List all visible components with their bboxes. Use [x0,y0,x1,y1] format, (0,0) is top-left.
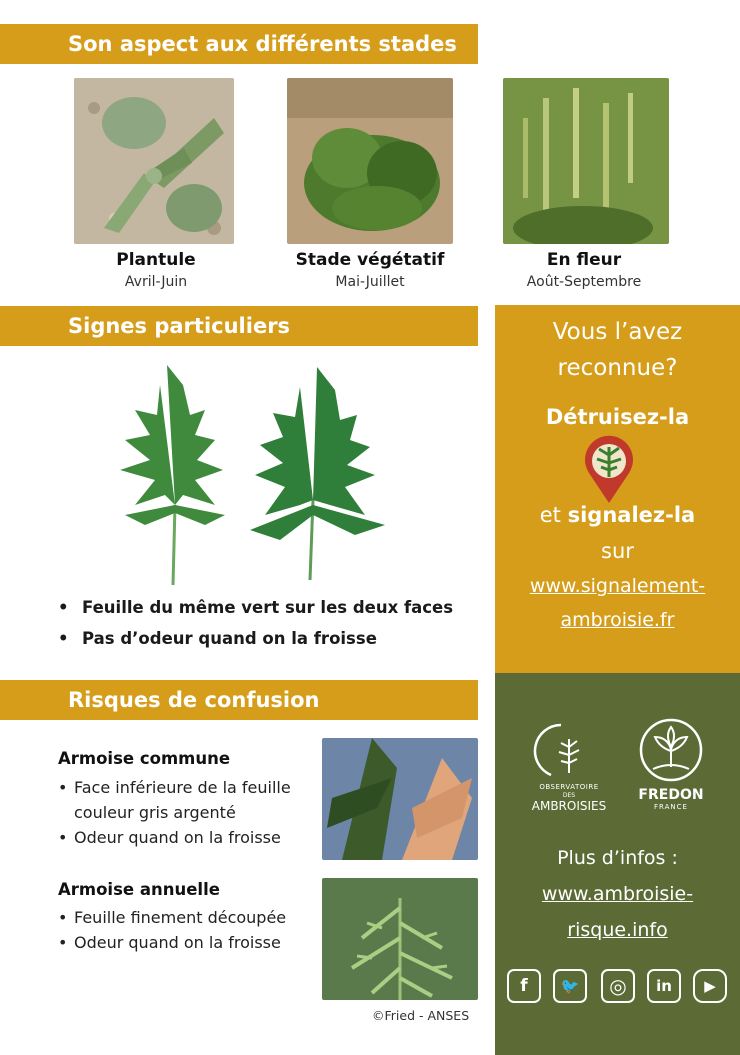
info-panel [495,673,740,1055]
logo-top-text: OBSERVATOIRE [539,783,599,791]
list-item: • Odeur quand on la froisse [58,825,318,850]
list-item: • Feuille finement découpée [58,905,318,930]
fredon-leaf-icon [631,717,711,783]
stage-caption [74,250,238,290]
logo-name: AMBROISIES [531,799,607,813]
stage-period: Mai-Juillet [335,274,405,290]
info-link-1[interactable]: www.ambroisie- [541,883,694,905]
stage-period: Avril-Juin [124,274,188,290]
photo-armoise-annuelle [322,878,478,1000]
stage-period: Août-Septembre [526,274,642,290]
cta-report-line [495,503,740,527]
confusion-points [58,905,318,955]
more-info-label: Plus d’infos : [557,847,678,869]
info-link-2[interactable]: risque.info [567,919,668,941]
section-title-confusion: Risques de confusion [0,680,478,720]
facebook-icon[interactable]: f [507,969,541,1003]
stage-title: Plantule [116,250,196,270]
confusion-points [58,775,318,850]
stage-title: Stade végétatif [295,250,445,270]
stage-caption [280,250,460,290]
report-link-2[interactable]: ambroisie.fr [560,609,675,631]
fredon-logo [631,717,711,817]
logo-sub: FRANCE [654,803,688,811]
stage-caption [500,250,668,290]
ambroisie-sprig-icon [521,717,617,779]
cta-line2: reconnue? [557,355,678,381]
photo-credit: ©Fried - ANSES [372,1008,470,1023]
signs-list [58,598,488,660]
photo-en-fleur [503,78,669,244]
youtube-icon[interactable]: ▶ [693,969,727,1003]
photo-armoise-commune [322,738,478,860]
list-item: • Feuille du même vert sur les deux faces [58,598,488,617]
photo-plantule [74,78,234,244]
list-item-text: couleur gris argenté [74,803,236,822]
list-item: • Pas d’odeur quand on la froisse [58,629,488,648]
cta-line1: Vous l’avez [552,319,683,345]
photo-stade-vegetatif [287,78,453,244]
cta-panel [495,305,740,673]
logo-small-text: DES [562,792,576,799]
confusion-name: Armoise annuelle [58,880,220,899]
section-title-signs: Signes particuliers [0,306,478,346]
logo-name: FREDON [638,787,704,803]
cta-and: et [539,503,568,527]
leaf-illustration [95,355,405,590]
section-title-stages: Son aspect aux différents stades [0,24,478,64]
list-item-continued [58,800,318,825]
linkedin-icon[interactable]: in [647,969,681,1003]
map-pin-icon [581,433,637,505]
cta-on: sur [601,539,634,563]
report-link-1[interactable]: www.signalement- [529,575,706,597]
cta-report: signalez-la [567,503,696,527]
cta-destroy: Détruisez-la [545,405,690,429]
list-item: • Odeur quand on la froisse [58,930,318,955]
stage-title: En fleur [546,250,622,270]
twitter-icon[interactable]: 🐦 [553,969,587,1003]
list-item: • Face inférieure de la feuille [58,775,318,800]
confusion-name: Armoise commune [58,749,231,768]
observatoire-logo [521,717,617,817]
instagram-icon[interactable]: ◎ [601,969,635,1003]
